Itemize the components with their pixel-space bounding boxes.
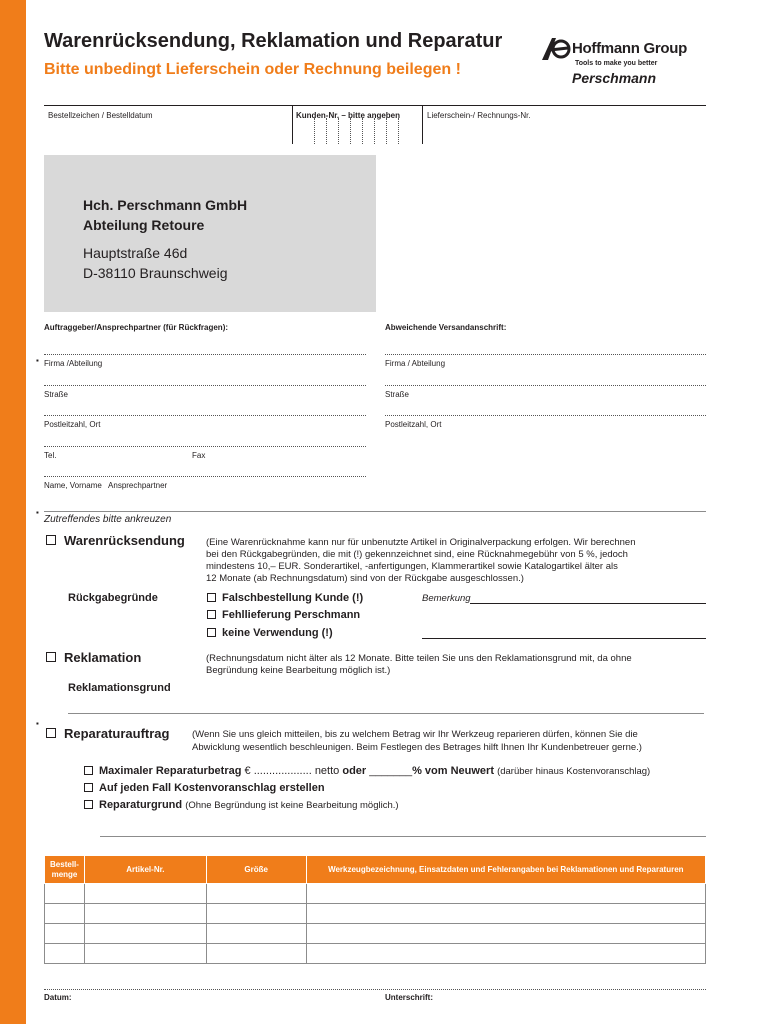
return-reasons-label: Rückgabegründe: [68, 592, 158, 604]
recipient-department: Abteilung Retoure: [83, 217, 205, 233]
recipient-city: D-38110 Braunschweig: [83, 265, 228, 281]
items-table: [44, 855, 706, 964]
recipient-street: Hauptstraße 46d: [83, 245, 188, 261]
customer-number-label: Kunden-Nr. – bitte angeben: [296, 111, 401, 120]
size-cell[interactable]: [206, 884, 306, 904]
size-cell[interactable]: [206, 924, 306, 944]
quantity-cell[interactable]: [45, 884, 85, 904]
shipping-heading: Abweichende Versandanschrift:: [385, 323, 507, 332]
table-row: [45, 944, 706, 964]
repair-estimate-checkbox[interactable]: [84, 783, 93, 792]
repair-checkbox[interactable]: [46, 728, 56, 738]
col-article-header: Artikel-Nr.: [84, 856, 206, 884]
remark-label: Bemerkung: [422, 593, 471, 604]
section-divider: [44, 511, 706, 512]
table-row: [45, 924, 706, 944]
logo-tagline: Tools to make you better: [575, 60, 658, 67]
sender-company-field[interactable]: [44, 354, 366, 355]
reason-no-use[interactable]: keine Verwendung (!): [207, 627, 333, 639]
return-label: Warenrücksendung: [64, 533, 185, 548]
complaint-reason-field[interactable]: [68, 713, 704, 714]
logo-brand: Hoffmann Group: [572, 40, 687, 57]
table-row: [45, 884, 706, 904]
quantity-cell[interactable]: [45, 924, 85, 944]
repair-description-2: Abwicklung wesentlich beschleunigen. Beim Festlegen des Betrages hilft Ihnen Ihr Kundenbetreuer gerne.): [192, 742, 642, 753]
quantity-cell[interactable]: [45, 944, 85, 964]
sender-fax-label: Fax: [192, 451, 206, 460]
sender-heading: Auftraggeber/Ansprechpartner (für Rückfragen):: [44, 323, 229, 332]
sender-city-field[interactable]: [44, 415, 366, 416]
shipping-company-label: Firma / Abteilung: [385, 359, 446, 368]
sender-company-label: Firma /Abteilung: [44, 359, 103, 368]
size-cell[interactable]: [206, 944, 306, 964]
reason-wrong-order-checkbox[interactable]: [207, 593, 216, 602]
description-cell[interactable]: [306, 924, 705, 944]
date-field[interactable]: [80, 975, 360, 989]
complaint-label: Reklamation: [64, 650, 142, 665]
reason-no-use-checkbox[interactable]: [207, 628, 216, 637]
description-cell[interactable]: [306, 904, 705, 924]
return-option[interactable]: [46, 533, 185, 548]
sender-name-label: Name, Vorname Ansprechpartner: [44, 481, 168, 490]
shipping-street-field[interactable]: [385, 385, 706, 386]
page-title: Warenrücksendung, Reklamation und Reparatur: [44, 30, 503, 52]
signature-field[interactable]: [440, 975, 706, 989]
complaint-checkbox[interactable]: [46, 652, 56, 662]
invoice-number-field[interactable]: [422, 128, 706, 140]
sender-street-field[interactable]: [44, 385, 366, 386]
sender-phone-label: Tel.: [44, 451, 57, 460]
orange-sidebar: [0, 0, 26, 1024]
recipient-address: [83, 195, 247, 283]
reason-wrong-delivery[interactable]: Fehllieferung Perschmann: [207, 609, 360, 621]
repair-label: Reparaturauftrag: [64, 726, 170, 741]
footer-line: [44, 989, 706, 990]
order-ref-label: Bestellzeichen / Bestelldatum: [48, 111, 153, 120]
complaint-description: (Rechnungsdatum nicht älter als 12 Monate. Bitte teilen Sie uns den Reklamationsgrund mit, da ohne Begründung keine Bearbeitung möglich ist.): [206, 653, 632, 676]
repair-option[interactable]: [46, 726, 169, 741]
table-row: [45, 904, 706, 924]
invoice-number-label: Lieferschein-/ Rechnungs-Nr.: [427, 111, 531, 120]
instruction-text: Zutreffendes bitte ankreuzen: [44, 514, 172, 525]
signature-label: Unterschrift:: [385, 993, 434, 1002]
article-cell[interactable]: [84, 924, 206, 944]
repair-reason-field[interactable]: [100, 836, 706, 837]
shipping-street-label: Straße: [385, 390, 410, 399]
col-size-header: Größe: [206, 856, 306, 884]
article-cell[interactable]: [84, 904, 206, 924]
repair-reason-checkbox[interactable]: [84, 800, 93, 809]
shipping-company-field[interactable]: [385, 354, 706, 355]
quantity-cell[interactable]: [45, 904, 85, 924]
recipient-company: Hch. Perschmann GmbH: [83, 197, 248, 213]
shipping-city-label: Postleitzahl, Ort: [385, 420, 442, 429]
logo-sub-brand: Perschmann: [572, 70, 657, 86]
reason-wrong-order[interactable]: Falschbestellung Kunde (!): [207, 592, 363, 604]
return-description: (Eine Warenrücknahme kann nur für unbenutzte Artikel in Originalverpackung erfolgen. Wir berechnen bei den Rückgabegründen, die mit (!) gekennzeichnet sind, eine Rücknahmegebühr von 5 %, jedoch mindestens 10,– EUR. Sonderartikel, -anfertigungen, Klammerartikel sowie Katalogartikel älter als 12 Monate (ab Rechnungsdatum) sind von der Rückgabe ausgeschlossen.): [206, 537, 636, 584]
col-quantity-header: Bestell- menge: [45, 856, 85, 884]
shipping-city-field[interactable]: [385, 415, 706, 416]
article-cell[interactable]: [84, 884, 206, 904]
remark-field-2[interactable]: [422, 638, 706, 639]
sender-city-label: Postleitzahl, Ort: [44, 420, 101, 429]
repair-description-1: (Wenn Sie uns gleich mitteilen, bis zu welchem Betrag wir Ihr Werkzeug reparieren dürfen, können Sie die: [192, 729, 638, 740]
table-header-row: [45, 856, 706, 884]
col-description-header: Werkzeugbezeichnung, Einsatzdaten und Fehlerangaben bei Reklamationen und Reparaturen: [306, 856, 705, 884]
reason-wrong-delivery-checkbox[interactable]: [207, 610, 216, 619]
hoffmann-logo-icon: [540, 36, 572, 62]
return-checkbox[interactable]: [46, 535, 56, 545]
order-ref-field[interactable]: [44, 128, 292, 140]
sender-phone-field[interactable]: [44, 446, 366, 447]
date-label: Datum:: [44, 993, 72, 1002]
complaint-reason-label: Reklamationsgrund: [68, 682, 171, 694]
size-cell[interactable]: [206, 904, 306, 924]
remark-field-1[interactable]: [470, 603, 706, 604]
description-cell[interactable]: [306, 884, 705, 904]
customer-number-field[interactable]: [292, 128, 422, 140]
article-cell[interactable]: [84, 944, 206, 964]
sender-street-label: Straße: [44, 390, 69, 399]
repair-reason-option[interactable]: Reparaturgrund (Ohne Begründung ist keine Bearbeitung möglich.): [84, 799, 399, 811]
repair-estimate-option[interactable]: Auf jeden Fall Kostenvoranschlag erstellen: [84, 782, 325, 794]
repair-max-amount-option[interactable]: Maximaler Reparaturbetrag € ................... netto oder _______% vom Neuwert (darüber hinaus Kostenvoranschlag): [84, 765, 650, 777]
page-subtitle: Bitte unbedingt Lieferschein oder Rechnung beilegen !: [44, 61, 461, 78]
repair-max-amount-checkbox[interactable]: [84, 766, 93, 775]
description-cell[interactable]: [306, 944, 705, 964]
sender-name-field[interactable]: [44, 476, 366, 477]
complaint-option[interactable]: [46, 650, 141, 665]
